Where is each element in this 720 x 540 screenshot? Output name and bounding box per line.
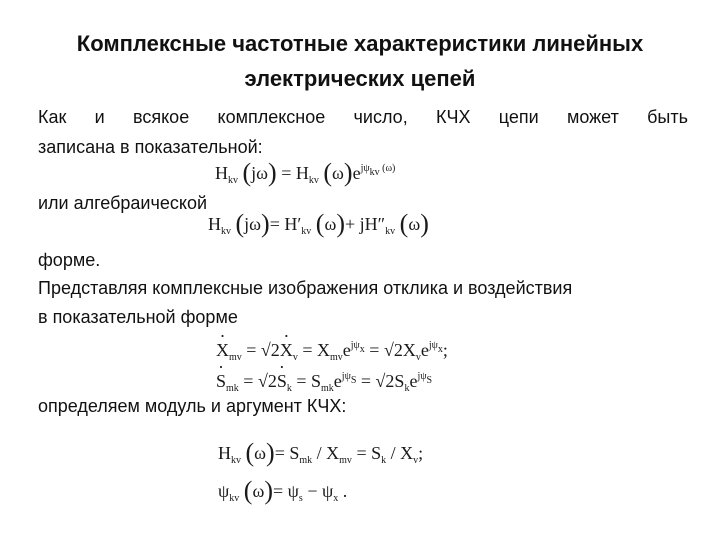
formula-modulus: $H_{kv}$ $(\omega)= S_{mk} / X_{mv} = S_k / X_v$;	[218, 438, 424, 467]
paragraph-line: или алгебраической	[38, 193, 208, 213]
title-line-1: Комплексные частотные характеристики линейных	[76, 31, 644, 56]
paragraph-line: определяем модуль и аргумент КЧХ:	[38, 396, 347, 416]
formula-response-phasor: · $X_{mv} = √2\cdot X_v = X_{mv}e^{j\psi_x} = √2X_ve^{j\psi_x}$;	[216, 335, 448, 369]
title-line-2: электрических цепей	[244, 66, 476, 91]
paragraph-line: в показательной форме	[38, 307, 238, 327]
paragraph-line: форме.	[38, 250, 101, 270]
formula-argument: $\psi_{kv}$ $(\omega)= \psi_s - \psi_x$ .	[218, 476, 348, 505]
paragraph-line: записана в показательной:	[38, 137, 263, 157]
paragraph-line: Как и всякое комплексное число, КЧХ цепи может быть	[38, 107, 688, 127]
formula-algebraic-form: $H_{kv}$ $(j\omega)= H'_{kv}$ $(\omega)+ jH''_{kv}$ (ω)	[208, 209, 429, 238]
paragraph-line: Представляя комплексные изображения отклика и воздействия	[38, 278, 573, 298]
formula-excitation-phasor: · $S_{mk} = √2\cdot S_k = S_{mk}e^{j\psi_S} = √2S_ke^{j\psi_S}$	[216, 366, 432, 400]
formula-exponential-form: $H_{kv}$ $(j\omega) = H_{kv}$ $(\omega)e^{j\psi_{kv} (\omega)}$	[215, 158, 396, 187]
slide-title	[20, 26, 700, 96]
